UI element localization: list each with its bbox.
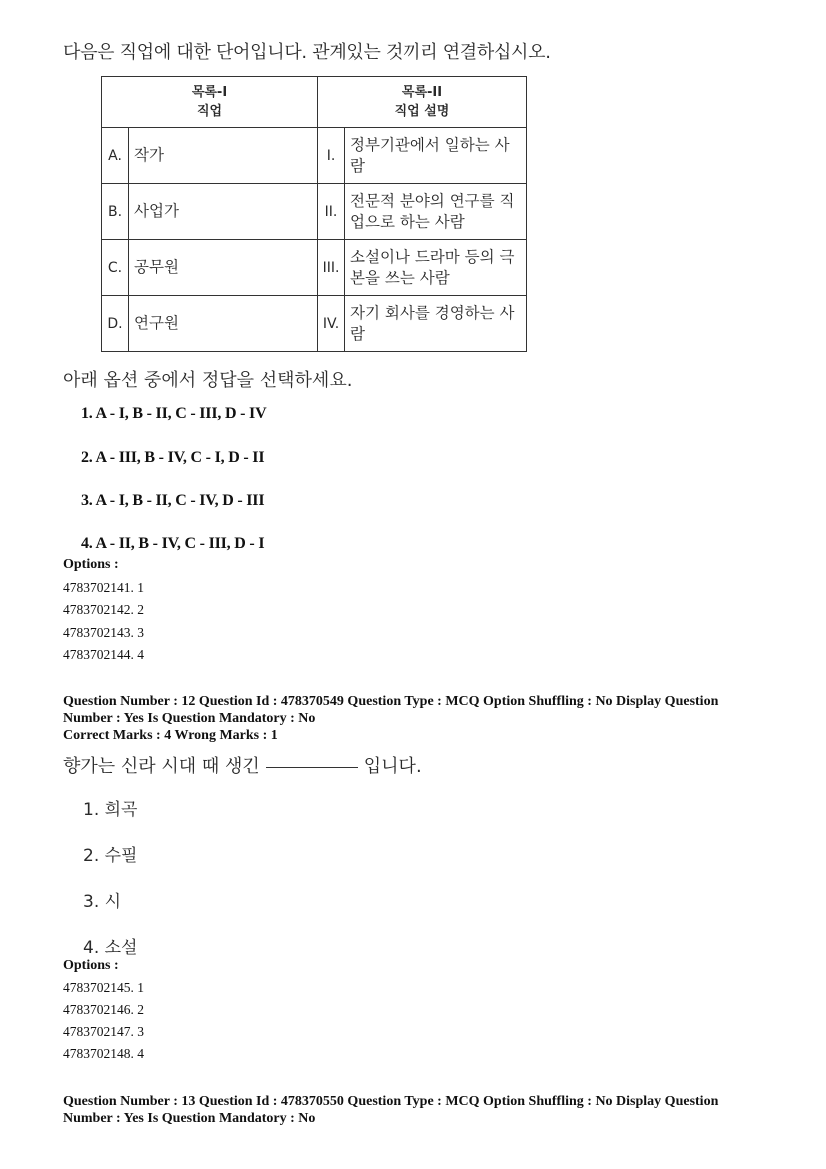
q12-choice-3: 3. 시 [83,892,122,912]
q11-options-label: Options : [63,557,119,572]
q12-text-before: 향가는 신라 시대 때 생긴 [63,756,260,777]
row-label-b: I. [318,128,345,184]
option-code: 4783702145. 1 [63,980,144,995]
q12-options-label: Options : [63,958,119,973]
q12-question-text [63,752,422,778]
list-1-item: 사업가 [129,184,318,240]
fill-in-blank [266,767,358,768]
q13-meta [63,1093,768,1127]
list-2-item: 전문적 분야의 연구를 직업으로 하는 사람 [345,184,527,240]
q12-choice-4: 4. 소설 [83,938,138,958]
list-2-title: 목록-II [401,85,443,100]
q12-marks: Correct Marks : 4 Wrong Marks : 1 [63,728,278,743]
match-option-3: 3. A - I, B - II, C - IV, D - III [81,492,265,509]
list-1-item: 작가 [129,128,318,184]
option-code: 4783702144. 4 [63,647,144,662]
match-option-4: 4. A - II, B - IV, C - III, D - I [81,535,265,552]
table-header-list-1 [102,77,318,128]
option-code: 4783702142. 2 [63,602,144,617]
table-row [102,184,527,240]
list-1-subtitle: 직업 [196,104,223,119]
option-code: 4783702141. 1 [63,580,144,595]
row-label-b: III. [318,240,345,296]
list-2-item: 정부기관에서 일하는 사람 [345,128,527,184]
list-1-title: 목록-I [191,85,228,100]
q13-meta-line-2: Number : Yes Is Question Mandatory : No [63,1111,316,1126]
q12-text-after: 입니다. [363,756,422,777]
option-code: 4783702146. 2 [63,1002,144,1017]
q12-meta-line-2: Number : Yes Is Question Mandatory : No [63,711,316,726]
table-header-list-2 [318,77,527,128]
list-2-item: 자기 회사를 경영하는 사람 [345,296,527,352]
row-label-a: D. [102,296,129,352]
list-2-subtitle: 직업 설명 [394,104,450,119]
list-1-item: 공무원 [129,240,318,296]
option-code: 4783702147. 3 [63,1024,144,1039]
row-label-a: B. [102,184,129,240]
list-1-item: 연구원 [129,296,318,352]
q12-meta [63,693,768,744]
q12-meta-line-1: Question Number : 12 Question Id : 478370549 Question Type : MCQ Option Shuffling : No Display Question [63,694,719,709]
match-option-2: 2. A - III, B - IV, C - I, D - II [81,449,265,466]
table-row [102,296,527,352]
table-row [102,240,527,296]
q11-instruction: 다음은 직업에 대한 단어입니다. 관계있는 것끼리 연결하십시오. [63,42,551,63]
row-label-b: IV. [318,296,345,352]
q12-choice-1: 1. 희곡 [83,800,138,820]
q12-choice-2: 2. 수필 [83,846,138,866]
option-code: 4783702148. 4 [63,1046,144,1061]
option-code: 4783702143. 3 [63,625,144,640]
row-label-a: C. [102,240,129,296]
q11-choose-prompt: 아래 옵션 중에서 정답을 선택하세요. [63,370,353,391]
table-row [102,128,527,184]
matching-table [101,76,527,352]
list-2-item: 소설이나 드라마 등의 극본을 쓰는 사람 [345,240,527,296]
match-option-1: 1. A - I, B - II, C - III, D - IV [81,405,267,422]
q13-meta-line-1: Question Number : 13 Question Id : 478370550 Question Type : MCQ Option Shuffling : No Display Question [63,1094,719,1109]
row-label-a: A. [102,128,129,184]
row-label-b: II. [318,184,345,240]
